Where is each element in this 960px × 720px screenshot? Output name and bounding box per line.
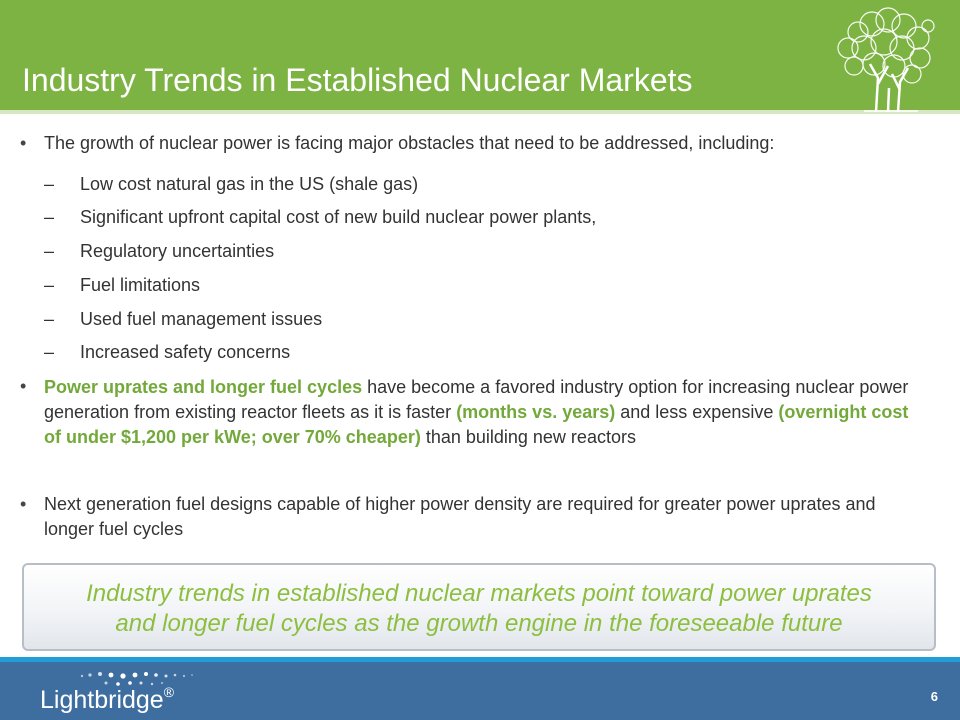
next-gen-bullet: Next generation fuel designs capable of higher power density are required for greater power uprates and longer fuel cycles bbox=[44, 494, 876, 539]
callout-line: Industry trends in established nuclear markets point toward power uprates bbox=[86, 580, 872, 607]
intro-bullet: The growth of nuclear power is facing major obstacles that need to be addressed, including: bbox=[44, 133, 775, 153]
obstacle-item: Low cost natural gas in the US (shale gas) bbox=[80, 174, 419, 194]
dash-icon: – bbox=[44, 241, 55, 261]
title-divider bbox=[0, 110, 960, 114]
company-logo bbox=[40, 686, 174, 715]
logo-name: Lightbridge bbox=[40, 686, 164, 714]
uprates-bullet bbox=[44, 375, 924, 450]
highlight-text: Power uprates and longer fuel cycles bbox=[44, 377, 363, 397]
dash-icon: – bbox=[44, 207, 55, 227]
obstacle-item: Regulatory uncertainties bbox=[80, 241, 275, 261]
bullet-icon: • bbox=[20, 376, 27, 396]
obstacle-item: Fuel limitations bbox=[80, 275, 201, 295]
obstacle-item: Used fuel management issues bbox=[80, 309, 323, 329]
bullet-icon: • bbox=[20, 133, 27, 153]
tree-icon bbox=[828, 4, 938, 112]
page-number: 6 bbox=[930, 689, 938, 704]
dash-icon: – bbox=[44, 275, 55, 295]
slide-title: Industry Trends in Established Nuclear Markets bbox=[22, 62, 693, 98]
highlight-text: (months vs. years) bbox=[456, 402, 616, 422]
dash-icon: – bbox=[44, 309, 55, 329]
callout-box bbox=[22, 563, 936, 651]
registered-mark: ® bbox=[163, 684, 175, 700]
callout-line: and longer fuel cycles as the growth engine in the foreseeable future bbox=[115, 610, 843, 637]
bullet-text: have become a favored industry option for increasing nuclear power generation from existing reactor fleets as it is faster bbox=[44, 377, 909, 422]
highlight-text: (overnight cost of under $1,200 per kWe; over 70% cheaper) bbox=[44, 402, 909, 447]
bullet-icon: • bbox=[20, 494, 27, 514]
dash-icon: – bbox=[44, 174, 55, 194]
bullet-text: and less expensive bbox=[615, 402, 779, 422]
obstacle-item: Increased safety concerns bbox=[80, 342, 291, 362]
bullet-text: than building new reactors bbox=[420, 427, 636, 447]
dash-icon: – bbox=[44, 342, 55, 362]
obstacle-item: Significant upfront capital cost of new build nuclear power plants, bbox=[80, 207, 597, 227]
callout-text bbox=[24, 579, 934, 639]
